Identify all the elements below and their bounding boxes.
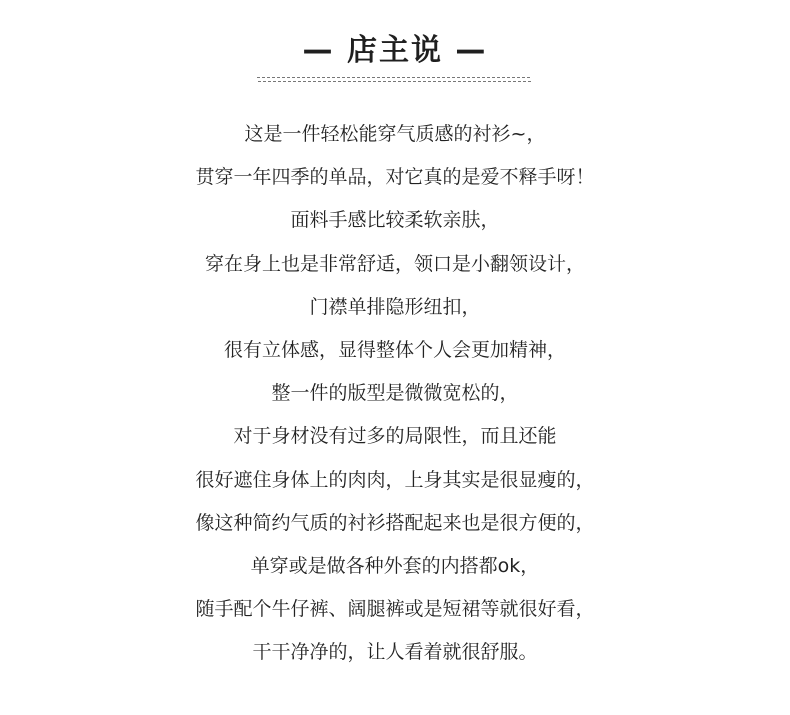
description-line: 很好遮住身体上的肉肉，上身其实是很显瘦的， [195, 468, 595, 491]
description-line: 穿在身上也是非常舒适，领口是小翻领设计， [204, 252, 585, 275]
page-title: — 店主说 — [302, 33, 488, 68]
description-line: 随手配个牛仔裤、阔腿裤或是短裙等就很好看， [195, 598, 595, 621]
description-line: 门襟单排隐形纽扣， [309, 295, 481, 318]
description-line: 面料手感比较柔软亲肤， [290, 209, 500, 232]
description-text [0, 113, 790, 674]
description-line: 贯穿一年四季的单品，对它真的是爱不释手呀！ [195, 166, 595, 189]
description-line: 单穿或是做各种外套的内搭都ok， [250, 554, 540, 577]
description-line: 对于身材没有过多的局限性，而且还能 [233, 425, 557, 448]
description-line: 整一件的版型是微微宽松的， [271, 382, 519, 405]
description-line: 这是一件轻松能穿气质感的衬衫~， [244, 123, 546, 145]
description-line: 像这种简约气质的衬衫搭配起来也是很方便的， [195, 511, 595, 534]
description-line: 干干净净的，让人看着就很舒服。 [252, 641, 538, 664]
description-line: 很有立体感，显得整体个人会更加精神， [223, 338, 566, 361]
title-divider [257, 76, 532, 83]
